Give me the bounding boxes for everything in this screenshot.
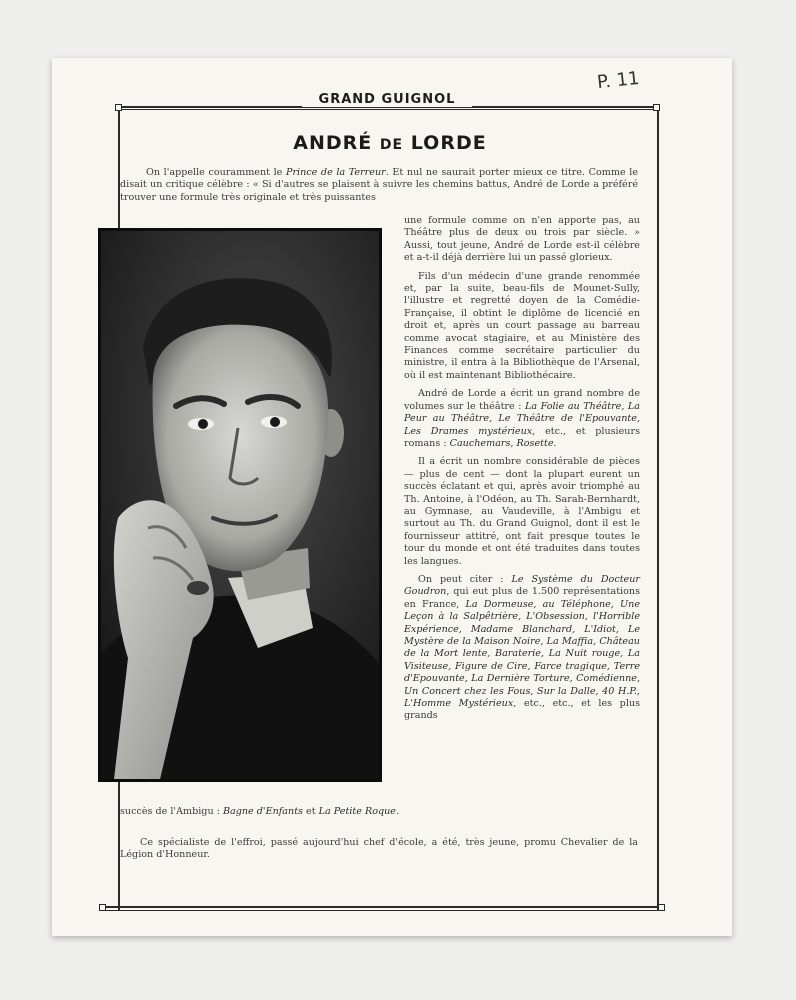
column-paragraph xyxy=(404,574,640,723)
tail-text: succès de l'Ambigu : xyxy=(120,806,223,817)
handwritten-page-note: P. 11 xyxy=(596,67,641,94)
portrait-illustration xyxy=(98,228,382,782)
frame-corner-ornament xyxy=(115,104,122,111)
tail-line xyxy=(120,806,638,818)
tail-text: . xyxy=(395,806,400,817)
title-last-name: LORDE xyxy=(410,132,487,154)
title-particle: DE xyxy=(379,137,404,153)
column-text: On peut citer : xyxy=(418,573,512,585)
frame-corner-ornament xyxy=(658,904,665,911)
frame-bottom-rule-inner xyxy=(102,910,662,911)
column-paragraph: Fils d'un médecin d'une grande renommée et, par la suite, beau-fils de Mounet-Sully, l'illustre et regretté doyen de la Comédie-Française, il obtint le diplôme de licencié en droit et, après un court passage au barreau comme avocat stagiaire, et au Ministère des Finances comme secrétaire particulier du ministre, il entra à la Bibliothèque de l'Arsenal, où il est maintenant Bibliothécaire. xyxy=(404,270,640,381)
intro-text: On l'appelle couramment le xyxy=(146,167,286,178)
column-italic: Le Système du Docteur Goudron xyxy=(404,573,640,598)
column-paragraph xyxy=(404,388,640,450)
tail-italic: La Petite Roque xyxy=(318,806,396,817)
tail-italic: Bagne d'Enfants xyxy=(222,806,303,817)
column-italic: La Dormeuse, au Téléphone, Une Leçon à la Salpêtrière, L'Obsession, l'Horrible Expérience, Madame Blanchard, L'Idiot, Le Mystère de la Maison Noire, La Maffia, Château de la Mort lente, Baraterie, La Nuit rouge, La Visiteuse, Figure de Cire, Farce tragique, Terre d'Epouvante, La Dernière Torture, Comédienne, Un Concert chez les Fous, Sur la Dalle, 40 H.P., L'Homme Mystérieux xyxy=(404,598,640,710)
title-first-name: ANDRÉ xyxy=(293,132,373,154)
column-paragraph: une formule comme on n'en apporte pas, au Théâtre plus de deux ou trois par siècle. » Aussi, tout jeune, André de Lorde est-il célèbre et a-t-il déjà derrière lui un passé glorieux. xyxy=(404,215,640,264)
column-text: , etc., etc., et les plus grands xyxy=(404,698,640,722)
article-title xyxy=(240,132,540,154)
page-header: GRAND GUIGNOL xyxy=(302,92,472,107)
column-italic: Cauchemars, Rosette xyxy=(449,437,554,449)
right-text-column xyxy=(404,215,640,729)
column-text: André de Lorde a écrit un grand nombre de volumes sur le théâtre : xyxy=(404,388,640,412)
column-text: , qui eut plus de 1.500 représentations en France, xyxy=(404,586,640,610)
intro-text: . Et nul ne saurait porter mieux ce titre. Comme le disait un critique célèbre : « Si d'autres se plaisent à suivre les chemins battus, André de Lorde a préféré trouver une formule très originale et très puissantes xyxy=(120,167,639,203)
frame-right-rule xyxy=(657,106,659,911)
frame-top-rule-inner xyxy=(118,109,658,110)
final-paragraph: Ce spécialiste de l'effroi, passé aujourd'hui chef d'école, a été, très jeune, promu Chevalier de la Légion d'Honneur. xyxy=(120,837,638,861)
tail-text: et xyxy=(302,806,319,817)
column-paragraph: Il a écrit un nombre considérable de pièces — plus de cent — dont la plupart eurent un succès éclatant et qui, après avoir triomphé au Th. Antoine, à l'Odéon, au Th. Sarah-Bernhardt, au Gymnase, au Vaudeville, à l'Ambigu et surtout au Th. du Grand Guignol, dont il est le fournisseur attitré, ont fait presque toutes le tour du monde et ont été traduites dans toutes les langues. xyxy=(404,456,640,567)
frame-bottom-rule xyxy=(102,906,662,908)
column-text: , etc., et plusieurs romans : xyxy=(404,425,640,449)
portrait-photo xyxy=(98,228,382,782)
intro-paragraph xyxy=(120,167,638,204)
intro-italic-title: Prince de la Terreur xyxy=(285,167,386,178)
frame-corner-ornament xyxy=(653,104,660,111)
column-text: . xyxy=(553,437,557,449)
column-italic: La Folie au Théâtre, La Peur au Théâtre, Le Théâtre de l'Epouvante, Les Drames mystérieux xyxy=(404,400,640,437)
frame-corner-ornament xyxy=(99,904,106,911)
